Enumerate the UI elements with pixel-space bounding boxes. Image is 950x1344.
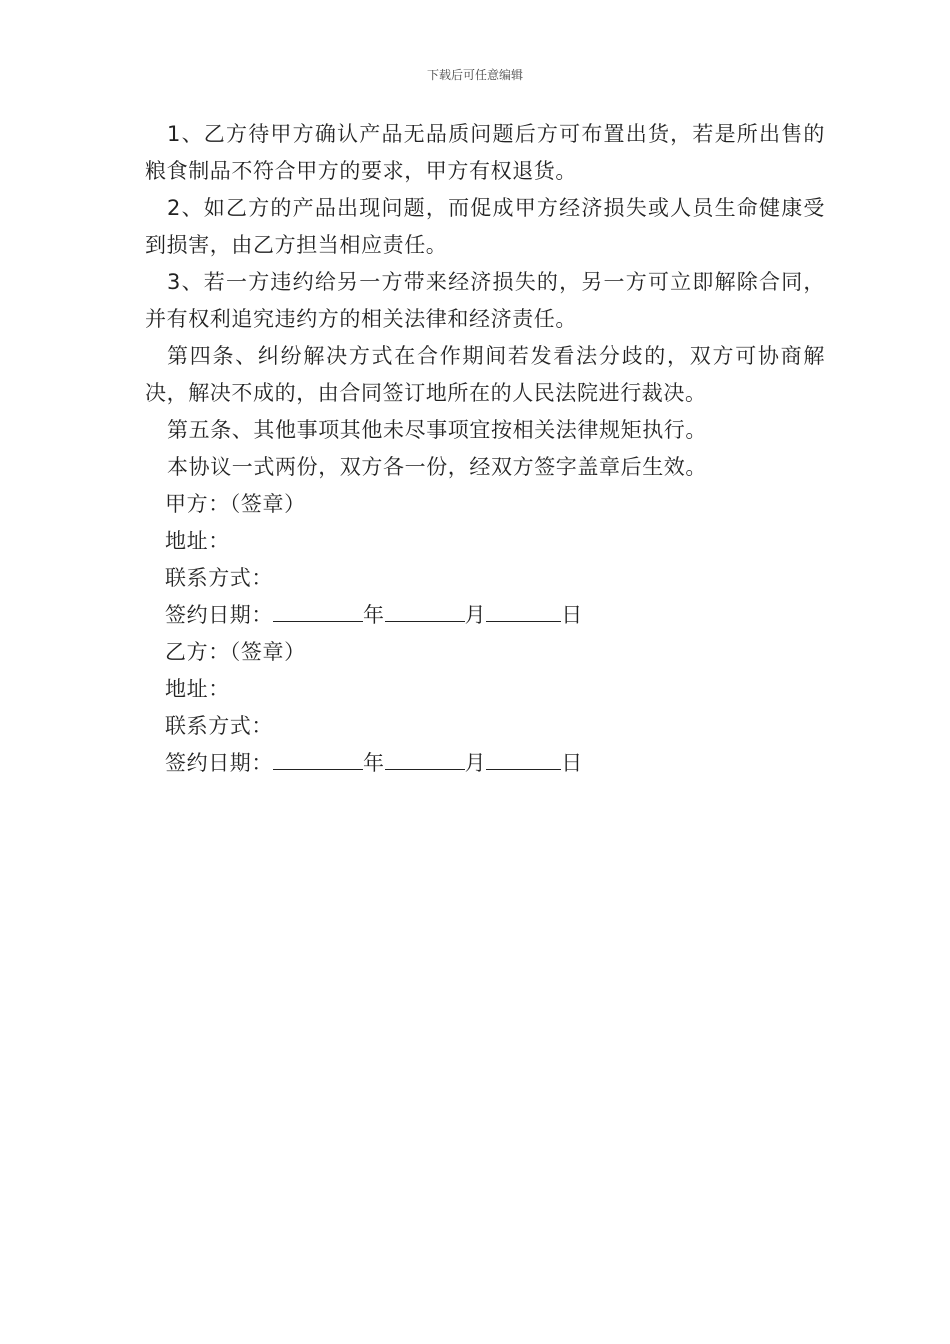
month-label: 月 (464, 751, 487, 775)
article-five: 第五条、其他事项其他未尽事项宜按相关法律规矩执行。 (167, 418, 707, 442)
clause-item-2: 2、如乙方的产品出现问题，而促成甲方经济损失或人员生命健康受到损害，由乙方担当相应责任。 (145, 196, 825, 257)
clause-item-1: 1、乙方待甲方确认产品无品质问题后方可布置出货，若是所出售的粮食制品不符合甲方的要求，甲方有权退货。 (145, 122, 825, 183)
year-blank (273, 745, 363, 770)
date-label: 签约日期： (165, 603, 273, 627)
party-b-sign-date (145, 745, 825, 782)
party-a-contact: 联系方式： (165, 566, 273, 590)
party-a-address: 地址： (165, 529, 230, 553)
year-label: 年 (363, 603, 385, 627)
year-blank (273, 597, 363, 622)
day-blank (486, 745, 561, 770)
article-four: 第四条、纠纷解决方式在合作期间若发看法分歧的，双方可协商解决，解决不成的，由合同签订地所在的人民法院进行裁决。 (145, 344, 825, 405)
page-header: 下载后可任意编辑 (426, 68, 523, 82)
day-label: 日 (561, 751, 583, 775)
party-a-sign-date (145, 597, 825, 634)
month-blank (385, 745, 465, 770)
agreement-copies: 本协议一式两份，双方各一份，经双方签字盖章后生效。 (167, 455, 707, 479)
party-b-contact: 联系方式： (165, 714, 273, 738)
document-body (145, 116, 825, 782)
year-label: 年 (363, 751, 385, 775)
party-a-title: 甲方：（签章） (165, 492, 306, 516)
day-blank (486, 597, 561, 622)
party-b-title: 乙方：（签章） (165, 640, 306, 664)
clause-item-3: 3、若一方违约给另一方带来经济损失的，另一方可立即解除合同，并有权利追究违约方的相关法律和经济责任。 (145, 270, 825, 331)
month-label: 月 (464, 603, 487, 627)
party-b-address: 地址： (165, 677, 230, 701)
date-label: 签约日期： (165, 751, 273, 775)
day-label: 日 (561, 603, 583, 627)
month-blank (385, 597, 465, 622)
